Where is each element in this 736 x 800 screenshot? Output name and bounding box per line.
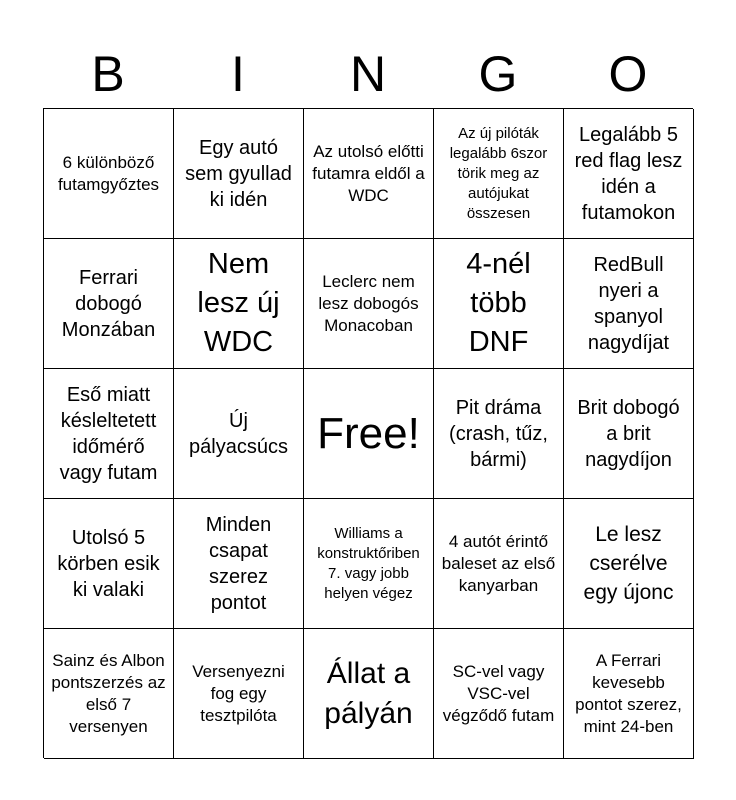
bingo-cell[interactable] — [174, 239, 304, 369]
cell-text: Új pályacsúcs — [189, 409, 288, 458]
cell-text: Williams a konstruktőriben 7. vagy jobb helyen végez — [317, 524, 420, 602]
cell-text: 6 különböző futamgyőztes — [57, 152, 160, 194]
cell-text: Free! — [317, 408, 420, 458]
bingo-cell[interactable] — [174, 499, 304, 629]
bingo-cell[interactable] — [304, 499, 434, 629]
cell-text: Állat a pályán — [324, 656, 413, 730]
cell-text: Eső miatt késleltetett időmérő vagy futam — [59, 383, 158, 484]
bingo-cell[interactable] — [434, 109, 564, 239]
cell-text: Sainz és Albon pontszerzés az első 7 versenyen — [51, 650, 166, 736]
cell-text: SC-vel vagy VSC-vel végződő futam — [442, 661, 555, 725]
cell-text: Az új pilóták legalább 6szor törik meg az autójukat összesen — [449, 124, 548, 222]
bingo-cell[interactable] — [564, 499, 694, 629]
cell-text: Brit dobogó a brit nagydíjon — [577, 396, 680, 471]
header-letter-n: N — [349, 46, 387, 102]
bingo-cell[interactable] — [564, 239, 694, 369]
cell-text: Ferrari dobogó Monzában — [61, 266, 156, 341]
cell-text: Pit dráma (crash, tűz, bármi) — [449, 396, 548, 471]
cell-text: Leclerc nem lesz dobogós Monacoban — [318, 271, 419, 335]
bingo-cell[interactable] — [434, 369, 564, 499]
bingo-grid — [43, 108, 693, 758]
cell-text: Minden csapat szerez pontot — [205, 513, 272, 614]
bingo-cell[interactable] — [44, 109, 174, 239]
bingo-cell[interactable] — [434, 499, 564, 629]
bingo-cell[interactable] — [564, 109, 694, 239]
cell-text: RedBull nyeri a spanyol nagydíjat — [587, 253, 670, 354]
cell-text: A Ferrari kevesebb pontot szerez, mint 24-ben — [575, 650, 682, 736]
bingo-header — [43, 40, 693, 108]
bingo-cell[interactable] — [174, 629, 304, 759]
bingo-cell[interactable] — [304, 629, 434, 759]
bingo-cell[interactable] — [44, 629, 174, 759]
bingo-cell[interactable] — [304, 109, 434, 239]
header-letter-b: B — [91, 46, 125, 102]
header-letter-o: O — [608, 46, 648, 102]
bingo-cell[interactable] — [174, 369, 304, 499]
cell-text: Egy autó sem gyullad ki idén — [185, 136, 292, 211]
cell-text: Utolsó 5 körben esik ki valaki — [57, 526, 160, 601]
header-letter-g: G — [478, 46, 518, 102]
free-cell[interactable] — [304, 369, 434, 499]
header-letter-i: I — [231, 46, 245, 102]
bingo-cell[interactable] — [434, 239, 564, 369]
bingo-cell[interactable] — [44, 239, 174, 369]
cell-text: 4-nél több DNF — [466, 248, 531, 358]
bingo-cell[interactable] — [44, 369, 174, 499]
cell-text: Legalább 5 red flag lesz idén a futamokon — [574, 123, 683, 224]
bingo-cell[interactable] — [564, 369, 694, 499]
bingo-cell[interactable] — [564, 629, 694, 759]
cell-text: Nem lesz új WDC — [197, 248, 280, 358]
bingo-cell[interactable] — [174, 109, 304, 239]
cell-text: Versenyezni fog egy tesztpilóta — [192, 661, 285, 725]
bingo-cell[interactable] — [44, 499, 174, 629]
cell-text: 4 autót érintő baleset az első kanyarban — [441, 531, 556, 595]
bingo-cell[interactable] — [304, 239, 434, 369]
cell-text: Az utolsó előtti futamra eldől a WDC — [312, 141, 425, 205]
cell-text: Le lesz cserélve egy újonc — [583, 523, 674, 604]
bingo-cell[interactable] — [434, 629, 564, 759]
